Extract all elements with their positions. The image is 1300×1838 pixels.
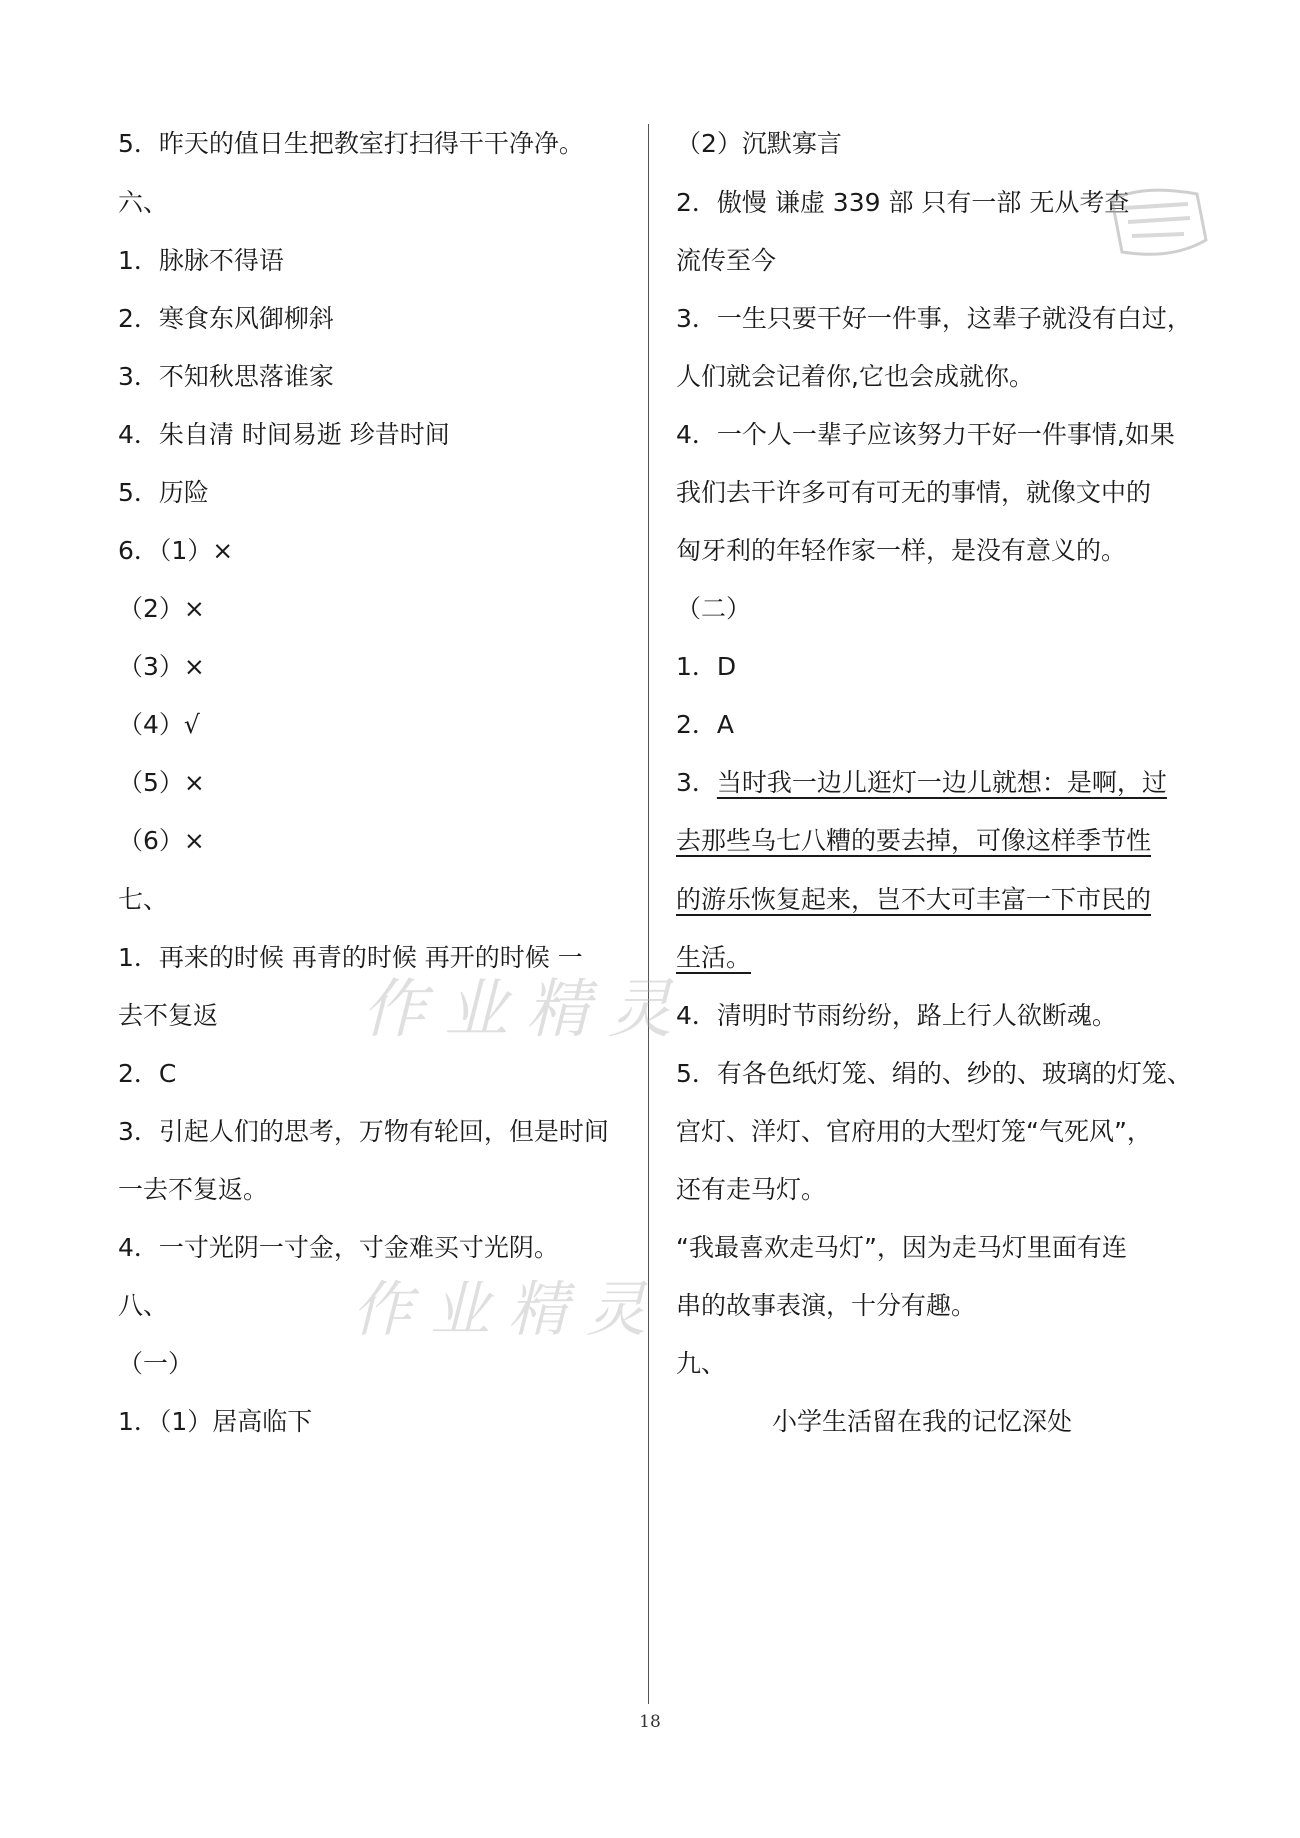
answer-line: 4．一个人一辈子应该努力干好一件事情,如果	[676, 420, 1175, 449]
answer-line: （6）×	[118, 826, 205, 855]
answer-line: 5．历险	[118, 478, 209, 507]
answer-line: 还有走马灯。	[676, 1175, 827, 1204]
answer-line: （2）×	[118, 594, 205, 623]
answer-line: 人们就会记着你,它也会成就你。	[676, 362, 1034, 391]
essay-title: 小学生活留在我的记忆深处	[772, 1407, 1073, 1436]
answer-line: 串的故事表演，十分有趣。	[676, 1291, 977, 1320]
answer-line: “我最喜欢走马灯”，因为走马灯里面有连	[676, 1233, 1127, 1262]
stamp-logo	[1102, 178, 1212, 272]
answer-line: 2．A	[676, 710, 735, 739]
answer-line: 3．引起人们的思考，万物有轮回，但是时间	[118, 1117, 609, 1146]
subsection-heading: （二）	[676, 594, 752, 623]
answer-line: 宫灯、洋灯、官府用的大型灯笼“气死风”，	[676, 1117, 1152, 1146]
answer-line: 4．清明时节雨纷纷，路上行人欲断魂。	[676, 1001, 1117, 1030]
answer-line: 4．朱自清 时间易逝 珍昔时间	[118, 420, 450, 449]
underlined-quote: 当时我一边儿逛灯一边儿就想：是啊，过	[716, 768, 1167, 797]
answer-line: 去不复返	[118, 1001, 219, 1030]
answer-line: 3．不知秋思落谁家	[118, 362, 334, 391]
underlined-quote: 去那些乌七八糟的要去掉，可像这样季节性	[676, 826, 1152, 855]
section-heading: 九、	[676, 1349, 727, 1378]
underlined-quote: 的游乐恢复起来，岂不大可丰富一下市民的	[676, 885, 1152, 914]
answer-line: 1．脉脉不得语	[118, 246, 284, 275]
answer-line: 2．C	[118, 1059, 177, 1088]
answer-line: （3）×	[118, 652, 205, 681]
answer-line: 5．昨天的值日生把教室打扫得干干净净。	[118, 129, 584, 158]
answer-line: 4．一寸光阴一寸金，寸金难买寸光阴。	[118, 1233, 559, 1262]
answer-line: 1．D	[676, 652, 737, 681]
answer-line: 6．（1）×	[118, 536, 234, 565]
answer-line: （5）×	[118, 768, 205, 797]
section-heading: 八、	[118, 1291, 169, 1320]
section-heading: 六、	[118, 188, 169, 217]
watermark: 作业精灵	[352, 1275, 664, 1345]
answer-line: 5．有各色纸灯笼、绢的、纱的、玻璃的灯笼、	[676, 1059, 1192, 1088]
watermark: 作业精灵	[362, 973, 690, 1047]
answer-line: （4）√	[118, 710, 200, 739]
answer-line: 1．（1）居高临下	[118, 1407, 313, 1436]
answer-line: （2）沉默寡言	[676, 129, 842, 158]
section-heading: 七、	[118, 885, 169, 914]
answer-line: 匈牙利的年轻作家一样，是没有意义的。	[676, 536, 1127, 565]
answer-line: 2．傲慢 谦虚 339 部 只有一部 无从考查	[676, 188, 1130, 217]
stamp-icon	[1102, 178, 1212, 268]
subsection-heading: （一）	[118, 1349, 194, 1378]
answer-number: 3．	[676, 768, 717, 797]
answer-line	[676, 765, 1167, 801]
answer-line: 2．寒食东风御柳斜	[118, 304, 334, 333]
column-divider	[648, 124, 649, 1704]
page-number: 18	[639, 1712, 661, 1732]
answer-line: 流传至今	[676, 246, 777, 275]
answer-line: 3．一生只要干好一件事，这辈子就没有白过，	[676, 304, 1192, 333]
answer-line: 我们去干许多可有可无的事情，就像文中的	[676, 478, 1152, 507]
answer-line: 1．再来的时候 再青的时候 再开的时候 一	[118, 943, 583, 972]
underlined-quote: 生活。	[676, 943, 752, 972]
answer-line: 一去不复返。	[118, 1175, 269, 1204]
